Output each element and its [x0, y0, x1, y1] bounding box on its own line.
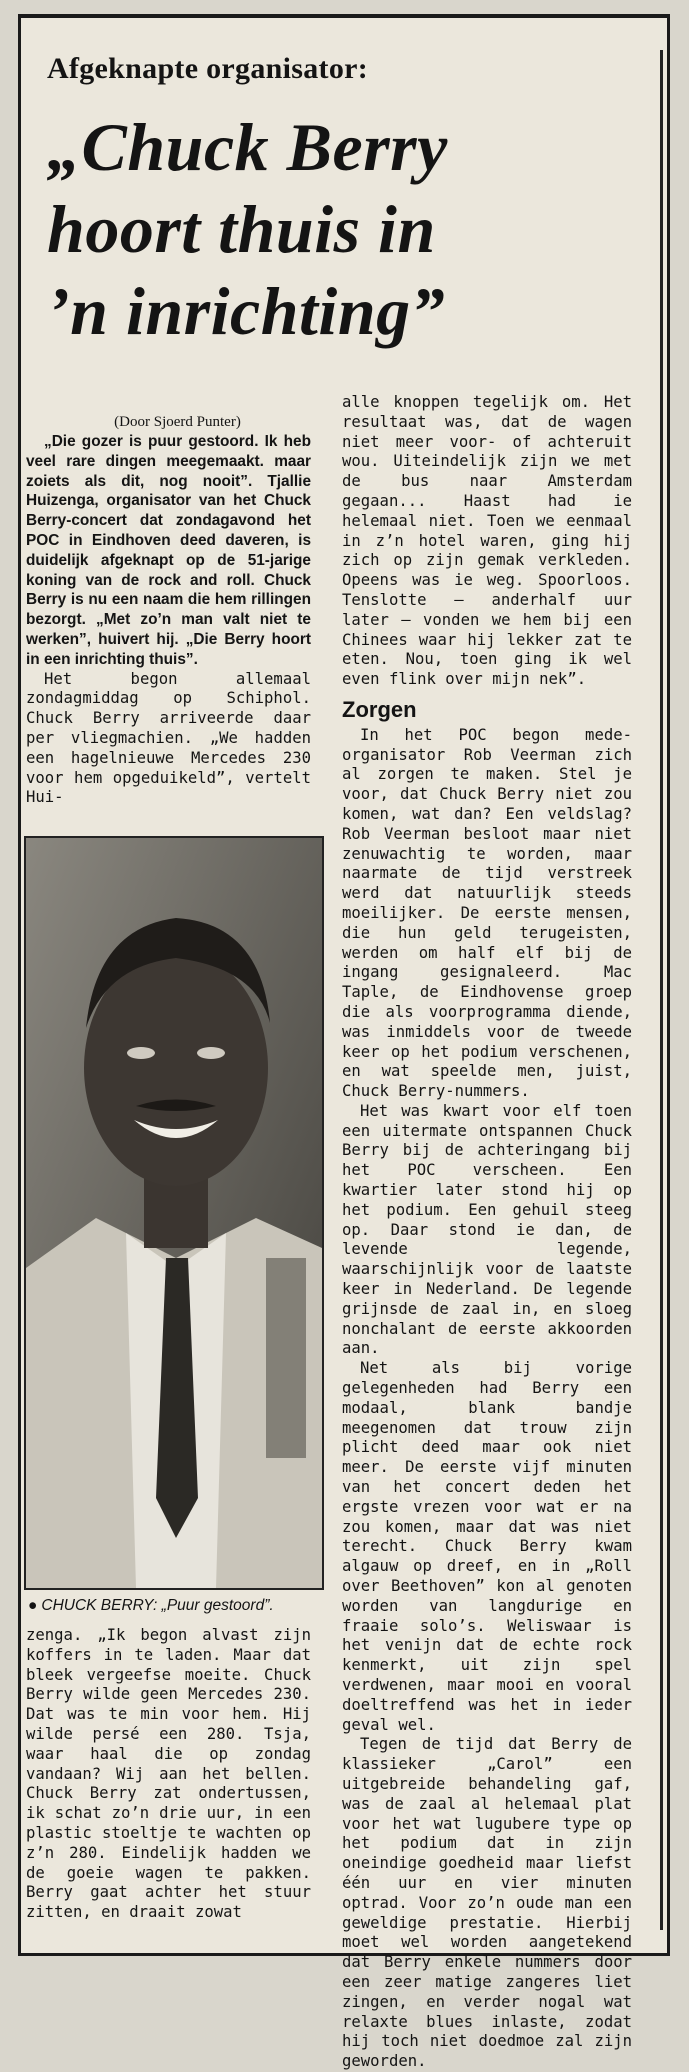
column-rule: [660, 50, 663, 1930]
headline: [47, 106, 667, 352]
photo-caption: [28, 1596, 318, 1616]
kicker: Afgeknapte organisator:: [47, 52, 369, 85]
column-right: [342, 393, 632, 2072]
headline-line-2: hoort thuis in: [47, 191, 436, 267]
caption-bullet: ●: [28, 1597, 38, 1614]
body-paragraph: alle knoppen tegelijk om. Het resultaat was, dat de wagen niet meer voor- of achteruit wou. Uiteindelijk zijn we met de bus naar Amsterdam gegaan... Haast had ie helemaal niet. Toen we eenmaal in z’n hotel waren, ging hij zich op zijn gemak verkleden. Opeens was ie weg. Spoorloos. Tenslotte – anderhalf uur later – vonden we hem bij een Chinees waar hij lekker zat te eten. Nou, toen ging ik wel even flink over mijn nek”.: [342, 393, 632, 689]
body-paragraph: In het POC begon mede-organisator Rob Veerman zich al zorgen te maken. Stel je voor, dat Chuck Berry niet zou komen, wat dan? Een veldslag? Rob Veerman besloot maar niet zenuwachtig te worden, maar naarmate de tijd verstreek werd dat natuurlijk steeds moeilijker. De eerste mensen, die hun geld terugeisten, werden om half elf bij de ingang gesignaleerd. Mac Taple, de Eindhovense groep die als voorprogramma diende, was inmiddels voor de tweede keer op het podium verschenen, en wat speelde men, juist, Chuck Berry-nummers.: [342, 725, 632, 1101]
body-paragraph: Het begon allemaal zondagmiddag op Schiphol. Chuck Berry arriveerde daar per vliegmachien. „We hadden een hagelnieuwe Mercedes 230 voor hem opgeduikeld”, vertelt Hui-: [26, 669, 311, 807]
intertitle: Zorgen: [342, 696, 417, 722]
column-left-top: [26, 412, 311, 808]
body-paragraph: Tegen de tijd dat Berry de klassieker „Carol” een uitgebreide behandeling gaf, was de zaal al helemaal plat voor het wat lugubere type op het podium dat in zijn oneindige goedheid maar liefst één uur en vier minuten optrad. Voor zo’n oude man een geweldige prestatie. Hierbij moet wel worden aangetekend dat Berry enkele nummers door een zeer matige zangeres liet zingen, en verder nogal wat relaxte blues inlaste, zodat hij toch niet doedmoe zal zijn geworden.: [342, 1735, 632, 2071]
caption-text: CHUCK BERRY: „Puur gestoord”.: [41, 1597, 274, 1614]
body-paragraph: Net als bij vorige gelegenheden had Berry een modaal, blank bandje meegenomen dat trouw zijn plicht deed maar ook niet meer. De eerste vijf minuten van het concert deden het ergste vrezen voor wat er na zou komen, maar dat was niet terecht. Chuck Berry kwam algauw op dreef, en in „Roll over Beethoven” kon al genoten worden van langdurige en fraaie solo’s. Weliswaar is het venijn dat de echte rock kenmerkt, uit zijn spel verdwenen, maar mooi en vooral doeltreffend was het in ieder geval wel.: [342, 1359, 632, 1734]
column-left-bottom: [26, 1626, 311, 1923]
byline: (Door Sjoerd Punter): [114, 414, 241, 430]
lead-paragraph: „Die gozer is puur gestoord. Ik heb veel rare dingen meegemaakt. maar zoiets als dit, nog nooit”. Tjallie Huizenga, organisator van het Chuck Berry-concert dat zondagavond het POC in Eindhoven deed daveren, is duidelijk afgeknapt op de 51-jarige koning van de rock and roll. Chuck Berry is nu een naam die hem rillingen bezorgt. „Met zo’n man valt niet te werken”, huivert hij. „Die Berry hoort in een inrichting thuis”.: [26, 433, 311, 668]
photo-chuck-berry: [24, 836, 324, 1590]
headline-line-1: „Chuck Berry: [47, 109, 448, 185]
body-paragraph: zenga. „Ik begon alvast zijn koffers in te laden. Maar dat bleek vergeefse moeite. Chuck Berry wilde geen Mercedes 230. Dat was te min voor hem. Hij wilde persé een 280. Tsja, waar haal die op zondag vandaan? Wij aan het bellen. Chuck Berry zat ondertussen, ik schat zo’n drie uur, in een plastic stoeltje te wachten op z’n 280. Eindelijk hadden we de goeie wagen te pakken. Berry gaat achter het stuur zitten, en draait zowat: [26, 1626, 311, 1922]
portrait-image: [26, 838, 322, 1588]
headline-line-3: ’n inrichting”: [47, 273, 446, 349]
body-paragraph: Het was kwart voor elf toen een uitermate ontspannen Chuck Berry bij de achteringang bij het POC verscheen. Een kwartier later stond hij op het podium. Een gehuil steeg op. Daar stond ie dan, de levende legende, waarschijnlijk voor de laatste keer in Nederland. De legende grijnsde de zaal in, en sloeg nonchalant de eerste akkoorden aan.: [342, 1101, 632, 1358]
